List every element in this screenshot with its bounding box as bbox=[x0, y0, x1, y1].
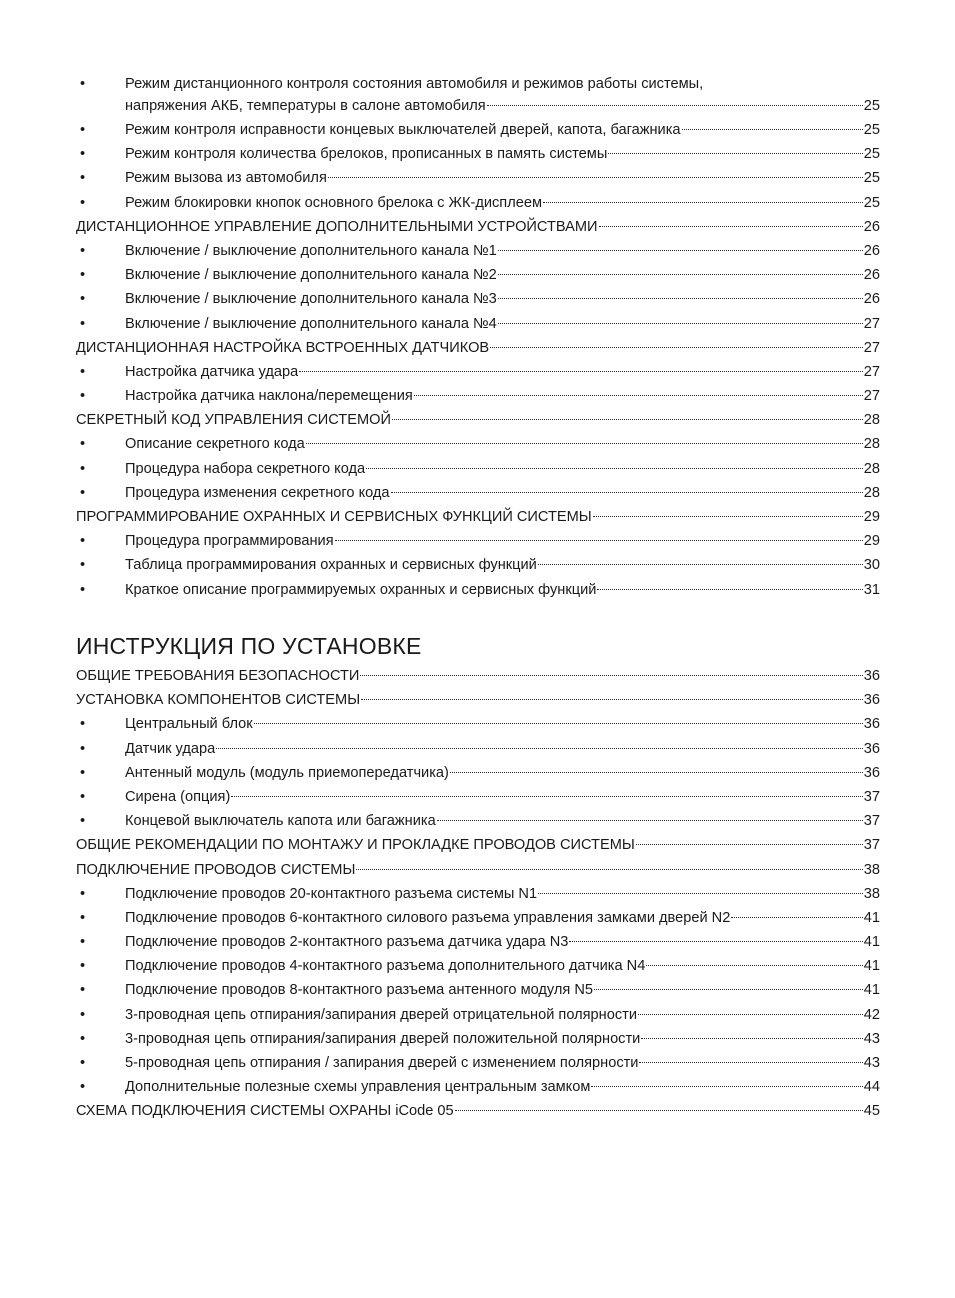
toc-entry-text: Режим контроля количества брелоков, прописанных в память системы bbox=[125, 146, 608, 163]
dot-leader bbox=[360, 674, 862, 676]
toc-entry-text: Антенный модуль (модуль приемопередатчика) bbox=[125, 764, 449, 781]
bullet-icon: • bbox=[80, 581, 86, 598]
bullet-icon: • bbox=[80, 885, 86, 902]
toc-entry-text: ПРОГРАММИРОВАНИЕ ОХРАННЫХ И СЕРВИСНЫХ ФУНКЦИЙ СИСТЕМЫ bbox=[76, 509, 592, 525]
toc-entry-text: Включение / выключение дополнительного канала №3 bbox=[125, 291, 497, 308]
toc-item-entry bbox=[76, 239, 880, 263]
bullet-icon: • bbox=[80, 788, 86, 805]
page-number: 38 bbox=[863, 885, 880, 902]
dot-leader bbox=[414, 394, 863, 396]
toc-item-entry bbox=[76, 930, 880, 954]
bullet-icon: • bbox=[80, 909, 86, 926]
toc-item-entry bbox=[76, 785, 880, 809]
bullet-icon: • bbox=[80, 388, 86, 405]
toc-entry-text: ПОДКЛЮЧЕНИЕ ПРОВОДОВ СИСТЕМЫ bbox=[76, 861, 356, 878]
page-number: 36 bbox=[863, 764, 880, 781]
dot-leader bbox=[356, 868, 862, 870]
dot-leader bbox=[593, 515, 863, 517]
bullet-icon: • bbox=[80, 242, 86, 259]
toc-item-entry bbox=[76, 191, 880, 215]
toc-item-entry bbox=[76, 737, 880, 761]
toc-item-entry bbox=[76, 1003, 880, 1027]
toc-entry-text: Процедура набора секретного кода bbox=[125, 460, 366, 477]
toc-entry-text: Подключение проводов 8-контактного разъема антенного модуля N5 bbox=[125, 982, 594, 999]
dot-leader bbox=[490, 346, 863, 348]
toc-entry-text: Процедура изменения секретного кода bbox=[125, 484, 390, 501]
bullet-icon: • bbox=[80, 764, 86, 781]
toc-item-entry bbox=[76, 1051, 880, 1075]
toc-item-entry bbox=[76, 72, 880, 118]
toc-entry-text: СХЕМА ПОДКЛЮЧЕНИЯ СИСТЕМЫ ОХРАНЫ iCode 05 bbox=[76, 1103, 454, 1120]
toc-section-entry bbox=[76, 408, 880, 432]
toc-item-entry bbox=[76, 287, 880, 311]
page-number: 38 bbox=[863, 861, 880, 878]
page-number: 28 bbox=[863, 460, 880, 477]
toc-item-entry bbox=[76, 712, 880, 736]
toc-item-entry bbox=[76, 481, 880, 505]
page-number: 41 bbox=[863, 909, 880, 926]
page-number: 36 bbox=[863, 740, 880, 757]
toc-section-entry bbox=[76, 336, 880, 360]
toc-item-entry bbox=[76, 978, 880, 1002]
toc-item-entry bbox=[76, 809, 880, 833]
toc-entry-text: СЕКРЕТНЫЙ КОД УПРАВЛЕНИЯ СИСТЕМОЙ bbox=[76, 412, 391, 429]
toc-entry-text: Центральный блок bbox=[125, 716, 253, 733]
dot-leader bbox=[591, 1085, 862, 1087]
page-number: 41 bbox=[863, 982, 880, 999]
bullet-icon: • bbox=[80, 740, 86, 757]
dot-leader bbox=[216, 747, 863, 749]
toc-item-entry bbox=[76, 529, 880, 553]
toc-item-entry bbox=[76, 553, 880, 577]
bullet-icon: • bbox=[80, 982, 86, 999]
bullet-icon: • bbox=[80, 76, 86, 92]
page-number: 44 bbox=[863, 1079, 880, 1096]
bullet-icon: • bbox=[80, 958, 86, 975]
toc-item-entry bbox=[76, 118, 880, 142]
dot-leader bbox=[538, 563, 863, 565]
toc-entry-text: ДИСТАНЦИОННОЕ УПРАВЛЕНИЕ ДОПОЛНИТЕЛЬНЫМИ УСТРОЙСТВАМИ bbox=[76, 218, 598, 235]
dot-leader bbox=[498, 322, 863, 324]
dot-leader bbox=[641, 1037, 862, 1039]
toc-entry-text: Краткое описание программируемых охранных и сервисных функций bbox=[125, 581, 597, 598]
page-number: 37 bbox=[863, 837, 880, 854]
bullet-icon: • bbox=[80, 1030, 86, 1047]
table-of-contents-installation bbox=[76, 664, 880, 1124]
bullet-icon: • bbox=[80, 363, 86, 380]
dot-leader bbox=[487, 104, 863, 106]
bullet-icon: • bbox=[80, 716, 86, 733]
bullet-icon: • bbox=[80, 267, 86, 284]
page-number: 36 bbox=[863, 668, 880, 684]
page-number: 45 bbox=[863, 1103, 880, 1120]
bullet-icon: • bbox=[80, 194, 86, 211]
toc-item-entry bbox=[76, 1027, 880, 1051]
toc-entry-text: Режим контроля исправности концевых выключателей дверей, капота, багажника bbox=[125, 122, 681, 138]
toc-entry-text: Режим блокировки кнопок основного брелока с ЖК-дисплеем bbox=[125, 194, 542, 211]
dot-leader bbox=[437, 819, 863, 821]
bullet-icon: • bbox=[80, 122, 86, 138]
page-number: 37 bbox=[863, 813, 880, 830]
page-number: 41 bbox=[863, 934, 880, 951]
dot-leader bbox=[608, 152, 862, 154]
page-number: 26 bbox=[863, 291, 880, 308]
page-number: 28 bbox=[863, 412, 880, 429]
page-number: 29 bbox=[863, 509, 880, 525]
bullet-icon: • bbox=[80, 436, 86, 453]
bullet-icon: • bbox=[80, 484, 86, 501]
dot-leader bbox=[731, 916, 862, 918]
page-number: 36 bbox=[863, 692, 880, 709]
toc-item-entry bbox=[76, 432, 880, 456]
toc-entry-text: Подключение проводов 4-контактного разъема дополнительного датчика N4 bbox=[125, 958, 646, 975]
page-number: 27 bbox=[863, 315, 880, 332]
bullet-icon: • bbox=[80, 460, 86, 477]
toc-item-entry bbox=[76, 263, 880, 287]
toc-entry-text: Процедура программирования bbox=[125, 533, 334, 550]
dot-leader bbox=[636, 843, 863, 845]
dot-leader bbox=[361, 698, 863, 700]
toc-section-entry bbox=[76, 688, 880, 712]
toc-item-entry bbox=[76, 761, 880, 785]
dot-leader bbox=[498, 297, 863, 299]
toc-entry-text: Сирена (опция) bbox=[125, 788, 231, 805]
dot-leader bbox=[646, 964, 862, 966]
dot-leader bbox=[597, 588, 862, 590]
toc-entry-text: ДИСТАНЦИОННАЯ НАСТРОЙКА ВСТРОЕННЫХ ДАТЧИКОВ bbox=[76, 339, 490, 356]
page-number: 42 bbox=[863, 1006, 880, 1023]
toc-entry-text: Включение / выключение дополнительного канала №1 bbox=[125, 242, 497, 259]
page-number: 25 bbox=[863, 170, 880, 187]
toc-item-entry bbox=[76, 312, 880, 336]
dot-leader bbox=[450, 771, 863, 773]
page-number: 25 bbox=[863, 194, 880, 211]
page-number: 43 bbox=[863, 1030, 880, 1047]
page-number: 28 bbox=[863, 436, 880, 453]
toc-entry-text: Таблица программирования охранных и сервисных функций bbox=[125, 557, 537, 574]
toc-item-entry bbox=[76, 142, 880, 166]
toc-section-entry bbox=[76, 1099, 880, 1123]
toc-entry-text: 3-проводная цепь отпирания/запирания дверей отрицательной полярности bbox=[125, 1006, 637, 1023]
dot-leader bbox=[538, 892, 863, 894]
toc-entry-text: Подключение проводов 20-контактного разъема системы N1 bbox=[125, 885, 538, 902]
dot-leader bbox=[306, 442, 863, 444]
toc-entry-text: ОБЩИЕ ТРЕБОВАНИЯ БЕЗОПАСНОСТИ bbox=[76, 668, 360, 684]
page-number: 27 bbox=[863, 339, 880, 356]
page-number: 25 bbox=[863, 122, 880, 138]
toc-entry-text: Включение / выключение дополнительного канала №2 bbox=[125, 267, 497, 284]
bullet-icon: • bbox=[80, 813, 86, 830]
page-number: 31 bbox=[863, 581, 880, 598]
dot-leader bbox=[594, 988, 863, 990]
dot-leader bbox=[392, 418, 863, 420]
bullet-icon: • bbox=[80, 1079, 86, 1096]
page-number: 36 bbox=[863, 716, 880, 733]
page-number: 26 bbox=[863, 267, 880, 284]
toc-entry-text: Датчик удара bbox=[125, 740, 216, 757]
dot-leader bbox=[638, 1013, 863, 1015]
page-number: 25 bbox=[863, 146, 880, 163]
dot-leader bbox=[569, 940, 862, 942]
bullet-icon: • bbox=[80, 533, 86, 550]
dot-leader bbox=[543, 201, 863, 203]
dot-leader bbox=[639, 1061, 862, 1063]
page-number: 30 bbox=[863, 557, 880, 574]
toc-item-entry bbox=[76, 166, 880, 190]
bullet-icon: • bbox=[80, 934, 86, 951]
bullet-icon: • bbox=[80, 291, 86, 308]
toc-section-entry bbox=[76, 833, 880, 857]
page-number: 26 bbox=[863, 242, 880, 259]
dot-leader bbox=[498, 249, 863, 251]
dot-leader bbox=[328, 176, 863, 178]
installation-heading: ИНСТРУКЦИЯ ПО УСТАНОВКЕ bbox=[76, 633, 422, 659]
toc-section-entry bbox=[76, 858, 880, 882]
bullet-icon: • bbox=[80, 146, 86, 163]
toc-item-entry bbox=[76, 457, 880, 481]
toc-entry-text: Включение / выключение дополнительного канала №4 bbox=[125, 315, 497, 332]
toc-entry-text: напряжения АКБ, температуры в салоне автомобиля bbox=[125, 98, 486, 114]
toc-entry-text: УСТАНОВКА КОМПОНЕНТОВ СИСТЕМЫ bbox=[76, 692, 361, 709]
bullet-icon: • bbox=[80, 1006, 86, 1023]
bullet-icon: • bbox=[80, 170, 86, 187]
toc-entry-text: 3-проводная цепь отпирания/запирания дверей положительной полярности bbox=[125, 1030, 641, 1047]
page-number: 41 bbox=[863, 958, 880, 975]
page-number: 43 bbox=[863, 1055, 880, 1071]
bullet-icon: • bbox=[80, 557, 86, 574]
dot-leader bbox=[335, 539, 863, 541]
toc-entry-text: Подключение проводов 2-контактного разъема датчика удара N3 bbox=[125, 934, 569, 951]
dot-leader bbox=[299, 370, 863, 372]
toc-entry-text: Дополнительные полезные схемы управления центральным замком bbox=[125, 1079, 591, 1096]
dot-leader bbox=[682, 128, 863, 130]
dot-leader bbox=[366, 467, 863, 469]
page-number: 29 bbox=[863, 533, 880, 550]
toc-section-entry bbox=[76, 505, 880, 529]
toc-section-entry bbox=[76, 215, 880, 239]
toc-entry-text: Настройка датчика наклона/перемещения bbox=[125, 388, 413, 405]
bullet-icon: • bbox=[80, 315, 86, 332]
page-number: 28 bbox=[863, 484, 880, 501]
toc-entry-text: Подключение проводов 6-контактного силового разъема управления замками дверей N2 bbox=[125, 909, 731, 926]
toc-entry-text: Описание секретного кода bbox=[125, 436, 305, 453]
table-of-contents-top bbox=[76, 72, 880, 602]
dot-leader bbox=[391, 491, 863, 493]
dot-leader bbox=[599, 225, 863, 227]
toc-item-entry bbox=[76, 384, 880, 408]
toc-item-entry bbox=[76, 882, 880, 906]
dot-leader bbox=[254, 722, 863, 724]
page-number: 27 bbox=[863, 363, 880, 380]
toc-entry-text-line1: Режим дистанционного контроля состояния автомобиля и режимов работы системы, bbox=[125, 76, 704, 92]
page-number: 26 bbox=[863, 218, 880, 235]
toc-entry-text: Настройка датчика удара bbox=[125, 363, 299, 380]
toc-section-entry bbox=[76, 664, 880, 688]
page-number: 25 bbox=[863, 98, 880, 114]
dot-leader bbox=[231, 795, 862, 797]
toc-item-entry bbox=[76, 1075, 880, 1099]
bullet-icon: • bbox=[80, 1055, 86, 1071]
toc-entry-text: 5-проводная цепь отпирания / запирания дверей с изменением полярности bbox=[125, 1055, 639, 1071]
toc-item-entry bbox=[76, 954, 880, 978]
toc-item-entry bbox=[76, 360, 880, 384]
page-number: 27 bbox=[863, 388, 880, 405]
toc-entry-text: Концевой выключатель капота или багажника bbox=[125, 813, 436, 830]
toc-item-entry bbox=[76, 578, 880, 602]
dot-leader bbox=[455, 1109, 863, 1111]
page-number: 37 bbox=[863, 788, 880, 805]
dot-leader bbox=[498, 273, 863, 275]
toc-entry-text: Режим вызова из автомобиля bbox=[125, 170, 327, 187]
toc-entry-text: ОБЩИЕ РЕКОМЕНДАЦИИ ПО МОНТАЖУ И ПРОКЛАДКЕ ПРОВОДОВ СИСТЕМЫ bbox=[76, 837, 635, 854]
toc-item-entry bbox=[76, 906, 880, 930]
